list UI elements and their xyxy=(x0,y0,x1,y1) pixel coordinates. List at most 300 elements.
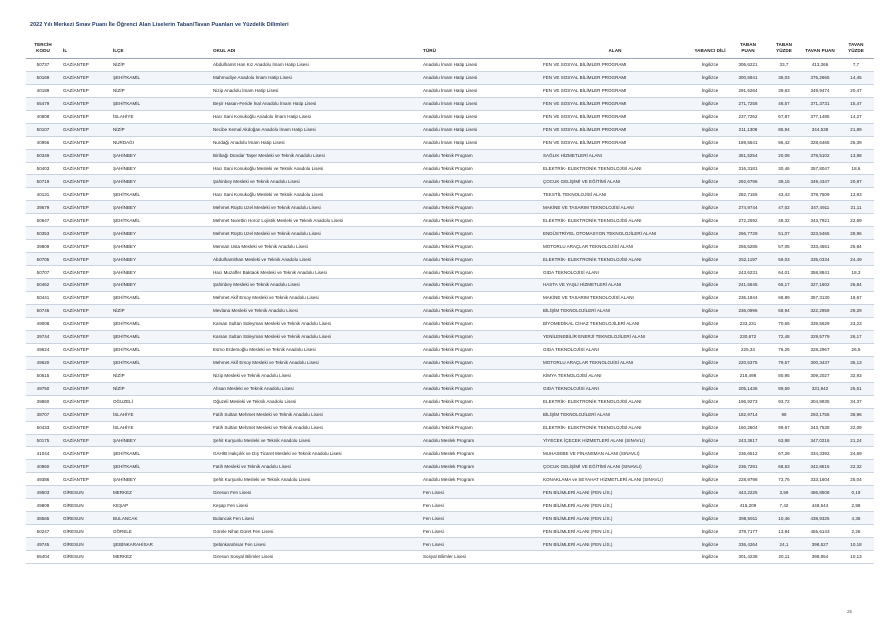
cell-tavan-puan: 339,5629 xyxy=(802,317,838,330)
cell-turu: Anadolu Teknik Program xyxy=(420,227,540,240)
cell-alan: MAKİNE VE TASARIM TEKNOLOJİSİ ALANI xyxy=(540,292,690,305)
table-row xyxy=(26,538,874,551)
cell-taban-yuzde: 39,15 xyxy=(766,175,802,188)
cell-taban-puan: 274,9744 xyxy=(730,201,766,214)
scores-table xyxy=(26,40,874,564)
cell-tavan-puan: 334,3392 xyxy=(802,447,838,460)
cell-tavan-puan: 329,5779 xyxy=(802,330,838,343)
cell-ilce: ŞAHİNBEY xyxy=(110,279,210,292)
cell-tavan-puan: 376,2665 xyxy=(802,71,838,84)
cell-il: GAZİANTEP xyxy=(60,97,110,110)
cell-ilce: NİZİP xyxy=(110,123,210,136)
cell-taban-puan: 230,672 xyxy=(730,330,766,343)
cell-taban-yuzde: 64,01 xyxy=(766,266,802,279)
cell-taban-puan: 160,2604 xyxy=(730,421,766,434)
cell-il: GAZİANTEP xyxy=(60,343,110,356)
cell-tavan-puan: 358,8841 xyxy=(802,266,838,279)
cell-yabanci-dili: İngilizce xyxy=(690,356,730,369)
cell-tercih-kodu: 49386 xyxy=(26,473,60,486)
cell-tavan-yuzde: 29,29 xyxy=(838,304,874,317)
cell-taban-puan: 225,34 xyxy=(730,343,766,356)
cell-il: GAZİANTEP xyxy=(60,266,110,279)
cell-turu: Anadolu Teknik Program xyxy=(420,317,540,330)
cell-alan: TEKSTİL TEKNOLOJİSİ ALANI xyxy=(540,188,690,201)
cell-taban-puan: 236,7291 xyxy=(730,460,766,473)
cell-tercih-kodu: 50647 xyxy=(26,214,60,227)
cell-taban-puan: 182,9714 xyxy=(730,408,766,421)
cell-il: GAZİANTEP xyxy=(60,330,110,343)
page-title: 2022 Yılı Merkezi Sınav Puanı İle Öğrenci Alan Liselerin Taban/Tavan Puanları ve Yüzdelik Dilimleri xyxy=(30,22,289,28)
cell-taban-yuzde: 59,03 xyxy=(766,253,802,266)
cell-il: GAZİANTEP xyxy=(60,369,110,382)
cell-tercih-kodu: 40189 xyxy=(26,84,60,97)
cell-alan: FEN BİLİMLERİ ALANI (FEN LİS.) xyxy=(540,499,690,512)
cell-okul-adi: Mehmet Akif Ersoy Mesleki ve Teknik Anadolu Lisesi xyxy=(210,292,420,305)
cell-yabanci-dili: İngilizce xyxy=(690,58,730,71)
cell-taban-yuzde: 51,07 xyxy=(766,227,802,240)
cell-turu: Anadolu Meslek Program xyxy=(420,460,540,473)
cell-ilce: NİZİP xyxy=(110,304,210,317)
cell-taban-yuzde: 85,94 xyxy=(766,123,802,136)
cell-yabanci-dili: İngilizce xyxy=(690,486,730,499)
cell-tavan-puan: 343,7535 xyxy=(802,421,838,434)
cell-tavan-yuzde: 25,51 xyxy=(838,382,874,395)
cell-alan: FEN VE SOSYAL BİLİMLER PROGRAMI xyxy=(540,84,690,97)
table-row xyxy=(26,253,874,266)
cell-tavan-puan: 328,2967 xyxy=(802,343,838,356)
cell-turu: Anadolu İmam Hatip Lisesi xyxy=(420,84,540,97)
cell-tavan-yuzde: 34,37 xyxy=(838,395,874,408)
cell-taban-yuzde: 98 xyxy=(766,408,802,421)
table-row xyxy=(26,304,874,317)
cell-yabanci-dili: İngilizce xyxy=(690,84,730,97)
cell-tavan-puan: 438,9325 xyxy=(802,512,838,525)
cell-il: GAZİANTEP xyxy=(60,317,110,330)
cell-ilce: ŞEHİTKAMİL xyxy=(110,460,210,473)
cell-alan: FEN VE SOSYAL BİLİMLER PROGRAMI xyxy=(540,123,690,136)
cell-okul-adi: Mevlana Mesleki ve Teknik Anadolu Lisesi xyxy=(210,304,420,317)
cell-ilce: GÖRELE xyxy=(110,525,210,538)
cell-okul-adi: Nizip Mesleki ve Teknik Anadolu Lisesi xyxy=(210,369,420,382)
cell-il: GAZİANTEP xyxy=(60,162,110,175)
cell-tavan-yuzde: 13,93 xyxy=(838,188,874,201)
cell-tavan-yuzde: 35,13 xyxy=(838,356,874,369)
cell-turu: Anadolu Teknik Program xyxy=(420,395,540,408)
cell-il: GAZİANTEP xyxy=(60,421,110,434)
cell-ilce: ŞEHİTKAMİL xyxy=(110,188,210,201)
cell-il: GAZİANTEP xyxy=(60,460,110,473)
table-row xyxy=(26,201,874,214)
cell-alan: YİYECEK İÇECEK HİZMETLERİ ALANI (SINAVLI) xyxy=(540,434,690,447)
cell-il: GAZİANTEP xyxy=(60,447,110,460)
cell-tavan-yuzde: 32,93 xyxy=(838,369,874,382)
cell-taban-yuzde: 76,25 xyxy=(766,343,802,356)
cell-ilce: MERKEZ xyxy=(110,486,210,499)
cell-yabanci-dili: İngilizce xyxy=(690,447,730,460)
cell-tavan-yuzde: 25,84 xyxy=(838,240,874,253)
cell-tavan-puan: 335,0334 xyxy=(802,253,838,266)
cell-taban-yuzde: 89,59 xyxy=(766,382,802,395)
cell-alan: FEN VE SOSYAL BİLİMLER PROGRAMI xyxy=(540,97,690,110)
cell-tercih-kodu: 50705 xyxy=(26,253,60,266)
cell-taban-puan: 271,7258 xyxy=(730,97,766,110)
cell-okul-adi: Nizip Anadolu İmam Hatip Lisesi xyxy=(210,84,420,97)
cell-yabanci-dili: İngilizce xyxy=(690,201,730,214)
table-row xyxy=(26,421,874,434)
cell-taban-yuzde: 57,05 xyxy=(766,240,802,253)
cell-alan: BİLİŞİM TEKNOLOJİLERİ ALANI xyxy=(540,304,690,317)
column-header-yabanci-dili: YABANCI DİLİ xyxy=(690,40,730,58)
cell-tavan-puan: 327,1602 xyxy=(802,279,838,292)
cell-tavan-puan: 347,4911 xyxy=(802,201,838,214)
cell-tercih-kodu: 49620 xyxy=(26,356,60,369)
cell-tercih-kodu: 65404 xyxy=(26,551,60,564)
cell-yabanci-dili: İngilizce xyxy=(690,382,730,395)
cell-okul-adi: Mehmet Akif Ersoy Mesleki ve Teknik Anadolu Lisesi xyxy=(210,356,420,369)
cell-turu: Anadolu İmam Hatip Lisesi xyxy=(420,71,540,84)
cell-alan: FEN BİLİMLERİ ALANI (FEN LİS.) xyxy=(540,525,690,538)
cell-taban-yuzde: 3,59 xyxy=(766,486,802,499)
cell-okul-adi: Abdulhamit Han Kız Anadolu İmam Hatip Lisesi xyxy=(210,58,420,71)
cell-tavan-puan: 357,8047 xyxy=(802,162,838,175)
table-row xyxy=(26,382,874,395)
cell-yabanci-dili: İngilizce xyxy=(690,292,730,305)
cell-tavan-yuzde: 22,69 xyxy=(838,214,874,227)
cell-yabanci-dili: İngilizce xyxy=(690,499,730,512)
cell-tavan-puan: 343,7921 xyxy=(802,214,838,227)
cell-turu: Anadolu İmam Hatip Lisesi xyxy=(420,110,540,123)
cell-tavan-yuzde: 26,39 xyxy=(838,136,874,149)
cell-alan: MUHASEBE VE FİNANSMAN ALANI (SINAVLI) xyxy=(540,447,690,460)
cell-taban-puan: 220,5375 xyxy=(730,356,766,369)
cell-ilce: İSLAHİYE xyxy=(110,408,210,421)
cell-tavan-yuzde: 25,04 xyxy=(838,473,874,486)
cell-tavan-yuzde: 18,67 xyxy=(838,292,874,305)
table-row xyxy=(26,473,874,486)
column-header-tercih-kodu: TERCİH KODU xyxy=(26,40,60,58)
cell-taban-puan: 233,231 xyxy=(730,317,766,330)
cell-il: GAZİANTEP xyxy=(60,227,110,240)
cell-turu: Fen Lisesi xyxy=(420,525,540,538)
cell-okul-adi: Karsan Sultan Süleyman Mesleki ve Teknik Anadolu Lisesi xyxy=(210,317,420,330)
cell-taban-yuzde: 65,17 xyxy=(766,279,802,292)
cell-taban-puan: 189,5541 xyxy=(730,136,766,149)
cell-okul-adi: Şehit Kurşunlu Mesleki ve Teknik Anadolu Lisesi xyxy=(210,434,420,447)
cell-ilce: İSLAHİYE xyxy=(110,421,210,434)
cell-taban-puan: 196,9273 xyxy=(730,395,766,408)
cell-il: GAZİANTEP xyxy=(60,292,110,305)
cell-taban-yuzde: 67,28 xyxy=(766,447,802,460)
cell-il: GAZİANTEP xyxy=(60,434,110,447)
cell-turu: Anadolu Teknik Program xyxy=(420,214,540,227)
cell-tavan-yuzde: 28,96 xyxy=(838,227,874,240)
cell-taban-puan: 300,5941 xyxy=(730,71,766,84)
cell-il: GAZİANTEP xyxy=(60,136,110,149)
cell-ilce: ŞEHİTKAMİL xyxy=(110,447,210,460)
cell-il: GAZİANTEP xyxy=(60,123,110,136)
table-row xyxy=(26,551,874,564)
cell-turu: Anadolu Teknik Program xyxy=(420,240,540,253)
cell-tercih-kodu: 39809 xyxy=(26,240,60,253)
cell-tercih-kodu: 50441 xyxy=(26,292,60,305)
cell-turu: Anadolu İmam Hatip Lisesi xyxy=(420,97,540,110)
cell-tavan-yuzde: 26,17 xyxy=(838,330,874,343)
cell-tavan-yuzde: 26,84 xyxy=(838,279,874,292)
column-header-il: İL xyxy=(60,40,110,58)
cell-alan: BİYOMEDİKAL CİHAZ TEKNOLOJİLERİ ALANI xyxy=(540,317,690,330)
cell-alan: MAKİNE VE TASARIM TEKNOLOJİSİ ALANI xyxy=(540,201,690,214)
cell-okul-adi: Fatih Sultan Mehmet Mesleki ve Teknik Anadolu Lisesi xyxy=(210,408,420,421)
cell-taban-yuzde: 33,7 xyxy=(766,58,802,71)
cell-tercih-kodu: 65479 xyxy=(26,97,60,110)
cell-tavan-yuzde: 23,23 xyxy=(838,317,874,330)
cell-tercih-kodu: 50719 xyxy=(26,175,60,188)
table-row xyxy=(26,460,874,473)
table-row xyxy=(26,188,874,201)
cell-il: GİRESUN xyxy=(60,499,110,512)
cell-taban-puan: 241,5645 xyxy=(730,279,766,292)
cell-tercih-kodu: 40131 xyxy=(26,188,60,201)
cell-il: GAZİANTEP xyxy=(60,356,110,369)
cell-taban-yuzde: 68,94 xyxy=(766,304,802,317)
cell-tercih-kodu: 39744 xyxy=(26,330,60,343)
cell-taban-yuzde: 68,89 xyxy=(766,292,802,305)
cell-il: GİRESUN xyxy=(60,551,110,564)
cell-tavan-puan: 344,538 xyxy=(802,123,838,136)
cell-tavan-puan: 342,8615 xyxy=(802,460,838,473)
cell-okul-adi: Oğuzeli Mesleki ve Teknik Anadolu Lisesi xyxy=(210,395,420,408)
cell-taban-yuzde: 48,32 xyxy=(766,214,802,227)
cell-tercih-kodu: 50746 xyxy=(26,304,60,317)
cell-tavan-yuzde: 14,45 xyxy=(838,71,874,84)
table-row xyxy=(26,240,874,253)
cell-turu: Anadolu Teknik Program xyxy=(420,149,540,162)
cell-ilce: NİZİP xyxy=(110,382,210,395)
cell-tercih-kodu: 49745 xyxy=(26,538,60,551)
cell-ilce: MERKEZ xyxy=(110,551,210,564)
cell-okul-adi: Abdulhamithan Mesleki ve Teknik Anadolu Lisesi xyxy=(210,253,420,266)
cell-ilce: ŞAHİNBEY xyxy=(110,149,210,162)
cell-tavan-yuzde: 18,3 xyxy=(838,266,874,279)
cell-turu: Fen Lisesi xyxy=(420,538,540,551)
cell-tercih-kodu: 38565 xyxy=(26,512,60,525)
cell-okul-adi: Giresun Fen Lisesi xyxy=(210,486,420,499)
cell-tavan-puan: 378,5102 xyxy=(802,149,838,162)
cell-taban-puan: 301,4238 xyxy=(730,551,766,564)
cell-turu: Fen Lisesi xyxy=(420,499,540,512)
cell-okul-adi: Esmo Erdemoğlu Mesleki ve Teknik Anadolu Lisesi xyxy=(210,343,420,356)
cell-alan: GIDA TEKNOLOJİSİ ALANI xyxy=(540,266,690,279)
cell-il: GAZİANTEP xyxy=(60,408,110,421)
cell-okul-adi: Hacı Sani Konukoğlu Mesleki ve Teknik Anadolu Lisesi xyxy=(210,162,420,175)
cell-taban-puan: 282,7155 xyxy=(730,188,766,201)
cell-tavan-yuzde: 18,6 xyxy=(838,162,874,175)
column-header-alan: ALAN xyxy=(540,40,690,58)
cell-taban-yuzde: 36,03 xyxy=(766,71,802,84)
cell-tavan-yuzde: 21,89 xyxy=(838,123,874,136)
table-row xyxy=(26,279,874,292)
cell-tercih-kodu: 50107 xyxy=(26,123,60,136)
cell-ilce: ŞEHİTKAMİL xyxy=(110,356,210,369)
cell-tercih-kodu: 50353 xyxy=(26,227,60,240)
cell-taban-puan: 243,6231 xyxy=(730,266,766,279)
cell-turu: Fen Lisesi xyxy=(420,486,540,499)
cell-taban-puan: 291,5264 xyxy=(730,84,766,97)
table-row xyxy=(26,266,874,279)
cell-ilce: ŞAHİNBEY xyxy=(110,175,210,188)
cell-il: GAZİANTEP xyxy=(60,175,110,188)
cell-alan: FEN VE SOSYAL BİLİMLER PROGRAMI xyxy=(540,110,690,123)
table-row xyxy=(26,447,874,460)
cell-tavan-puan: 349,4347 xyxy=(802,175,838,188)
table-header xyxy=(26,40,874,58)
cell-taban-yuzde: 68,53 xyxy=(766,460,802,473)
cell-taban-yuzde: 48,57 xyxy=(766,97,802,110)
cell-yabanci-dili: İngilizce xyxy=(690,434,730,447)
cell-alan: ÇOCUK GELİŞİMİ VE EĞİTİMİ ALANI xyxy=(540,175,690,188)
cell-tavan-yuzde: 24,49 xyxy=(838,253,874,266)
cell-tercih-kodu: 50433 xyxy=(26,421,60,434)
cell-alan: BİLİŞİM TEKNOLOJİLERİ ALANI xyxy=(540,408,690,421)
cell-il: GİRESUN xyxy=(60,525,110,538)
cell-il: GAZİANTEP xyxy=(60,253,110,266)
cell-turu: Anadolu Teknik Program xyxy=(420,292,540,305)
cell-yabanci-dili: İngilizce xyxy=(690,538,730,551)
cell-taban-puan: 415,209 xyxy=(730,499,766,512)
cell-ilce: OĞUZELİ xyxy=(110,395,210,408)
table-row xyxy=(26,330,874,343)
cell-taban-puan: 378,7177 xyxy=(730,525,766,538)
cell-taban-yuzde: 93,72 xyxy=(766,395,802,408)
cell-il: GAZİANTEP xyxy=(60,214,110,227)
cell-taban-puan: 443,2225 xyxy=(730,486,766,499)
cell-taban-puan: 243,3617 xyxy=(730,434,766,447)
cell-okul-adi: Görele Nihat Güret Fen Lisesi xyxy=(210,525,420,538)
cell-yabanci-dili: İngilizce xyxy=(690,408,730,421)
cell-turu: Anadolu Teknik Program xyxy=(420,330,540,343)
cell-alan: FEN VE SOSYAL BİLİMLER PROGRAMI xyxy=(540,136,690,149)
table-row xyxy=(26,97,874,110)
cell-tercih-kodu: 39679 xyxy=(26,201,60,214)
cell-ilce: ŞAHİNBEY xyxy=(110,227,210,240)
cell-taban-yuzde: 79,57 xyxy=(766,356,802,369)
cell-tavan-yuzde: 7,7 xyxy=(838,58,874,71)
table-row xyxy=(26,395,874,408)
cell-ilce: NİZİP xyxy=(110,369,210,382)
cell-ilce: ŞAHİNBEY xyxy=(110,240,210,253)
table-row xyxy=(26,408,874,421)
cell-yabanci-dili: İngilizce xyxy=(690,525,730,538)
cell-alan: ELEKTRİK- ELEKTRONİK TEKNOLOJİSİ ALANI xyxy=(540,395,690,408)
cell-turu: Anadolu Teknik Program xyxy=(420,266,540,279)
cell-tercih-kodu: 49503 xyxy=(26,486,60,499)
cell-tavan-yuzde: 26,5 xyxy=(838,343,874,356)
cell-yabanci-dili: İngilizce xyxy=(690,266,730,279)
cell-taban-yuzde: 80,95 xyxy=(766,369,802,382)
cell-taban-puan: 398,5911 xyxy=(730,512,766,525)
cell-turu: Anadolu Teknik Program xyxy=(420,175,540,188)
cell-okul-adi: Hacı Sani Konukoğlu Mesleki ve Teknik Anadolu Lisesi xyxy=(210,188,420,201)
cell-tavan-yuzde: 20,87 xyxy=(838,175,874,188)
cell-ilce: ŞAHİNBEY xyxy=(110,201,210,214)
cell-tavan-puan: 486,8508 xyxy=(802,486,838,499)
cell-tavan-yuzde: 10,18 xyxy=(838,538,874,551)
cell-turu: Anadolu Teknik Program xyxy=(420,304,540,317)
cell-taban-puan: 228,9798 xyxy=(730,473,766,486)
cell-yabanci-dili: İngilizce xyxy=(690,253,730,266)
cell-turu: Anadolu Teknik Program xyxy=(420,369,540,382)
cell-tercih-kodu: 39860 xyxy=(26,395,60,408)
cell-tercih-kodu: 49008 xyxy=(26,317,60,330)
cell-taban-puan: 255,5285 xyxy=(730,240,766,253)
cell-turu: Anadolu Teknik Program xyxy=(420,343,540,356)
cell-il: GAZİANTEP xyxy=(60,382,110,395)
cell-tavan-puan: 300,3437 xyxy=(802,356,838,369)
cell-taban-yuzde: 24,1 xyxy=(766,538,802,551)
cell-ilce: ŞEBİNKARAHİSAR xyxy=(110,538,210,551)
cell-yabanci-dili: İngilizce xyxy=(690,110,730,123)
cell-okul-adi: Şehit Kurşunlu Mesleki ve Teknik Anadolu Lisesi xyxy=(210,473,420,486)
cell-yabanci-dili: İngilizce xyxy=(690,149,730,162)
cell-taban-yuzde: 39,63 xyxy=(766,84,802,97)
cell-yabanci-dili: İngilizce xyxy=(690,136,730,149)
cell-yabanci-dili: İngilizce xyxy=(690,551,730,564)
cell-il: GAZİANTEP xyxy=(60,240,110,253)
cell-tercih-kodu: 50615 xyxy=(26,369,60,382)
cell-il: GİRESUN xyxy=(60,538,110,551)
cell-tavan-yuzde: 21,11 xyxy=(838,201,874,214)
column-header-tavan-puan: TAVAN PUAN xyxy=(802,40,838,58)
cell-tercih-kodu: 50349 xyxy=(26,149,60,162)
cell-tavan-puan: 349,9474 xyxy=(802,84,838,97)
cell-il: GİRESUN xyxy=(60,486,110,499)
cell-turu: Anadolu İmam Hatip Lisesi xyxy=(420,136,540,149)
cell-tavan-puan: 378,7509 xyxy=(802,188,838,201)
cell-tavan-puan: 304,9935 xyxy=(802,395,838,408)
cell-turu: Anadolu Teknik Program xyxy=(420,162,540,175)
cell-alan: FEN BİLİMLERİ ALANI (FEN LİS.) xyxy=(540,486,690,499)
cell-ilce: NİZİP xyxy=(110,84,210,97)
table-row xyxy=(26,343,874,356)
cell-taban-yuzde: 20,08 xyxy=(766,149,802,162)
cell-yabanci-dili: İngilizce xyxy=(690,240,730,253)
cell-okul-adi: Hacı Sani Konukoğlu Anadolu İmam Hatip Lisesi xyxy=(210,110,420,123)
cell-yabanci-dili: İngilizce xyxy=(690,279,730,292)
cell-tavan-puan: 309,2027 xyxy=(802,369,838,382)
cell-yabanci-dili: İngilizce xyxy=(690,460,730,473)
cell-taban-puan: 218,498 xyxy=(730,369,766,382)
cell-okul-adi: Mehmet Rüştü Uzel Mesleki ve Teknik Anadolu Lisesi xyxy=(210,201,420,214)
cell-turu: Anadolu Teknik Program xyxy=(420,279,540,292)
cell-tercih-kodu: 38707 xyxy=(26,408,60,421)
cell-ilce: ŞEHİTKAMİL xyxy=(110,71,210,84)
cell-taban-yuzde: 67,87 xyxy=(766,110,802,123)
cell-okul-adi: Fatih Sultan Mehmet Mesleki ve Teknik Anadolu Lisesi xyxy=(210,421,420,434)
cell-turu: Anadolu Teknik Program xyxy=(420,253,540,266)
cell-alan: MOTORLU ARAÇLAR TEKNOLOJİSİ ALANI xyxy=(540,240,690,253)
cell-ilce: ŞEHİTKAMİL xyxy=(110,292,210,305)
cell-tavan-puan: 377,1485 xyxy=(802,110,838,123)
cell-alan: ÇOCUK GELİŞİMİ VE EĞİTİMİ ALANI (SINAVLI) xyxy=(540,460,690,473)
table-row xyxy=(26,162,874,175)
cell-il: GAZİANTEP xyxy=(60,188,110,201)
cell-taban-yuzde: 72,48 xyxy=(766,330,802,343)
cell-ilce: ŞEHİTKAMİL xyxy=(110,214,210,227)
cell-ilce: ŞEHİTKAMİL xyxy=(110,330,210,343)
cell-tavan-yuzde: 20,47 xyxy=(838,84,874,97)
cell-alan: ELEKTRİK- ELEKTRONİK TEKNOLOJİSİ ALANI xyxy=(540,421,690,434)
cell-taban-puan: 336,4264 xyxy=(730,538,766,551)
